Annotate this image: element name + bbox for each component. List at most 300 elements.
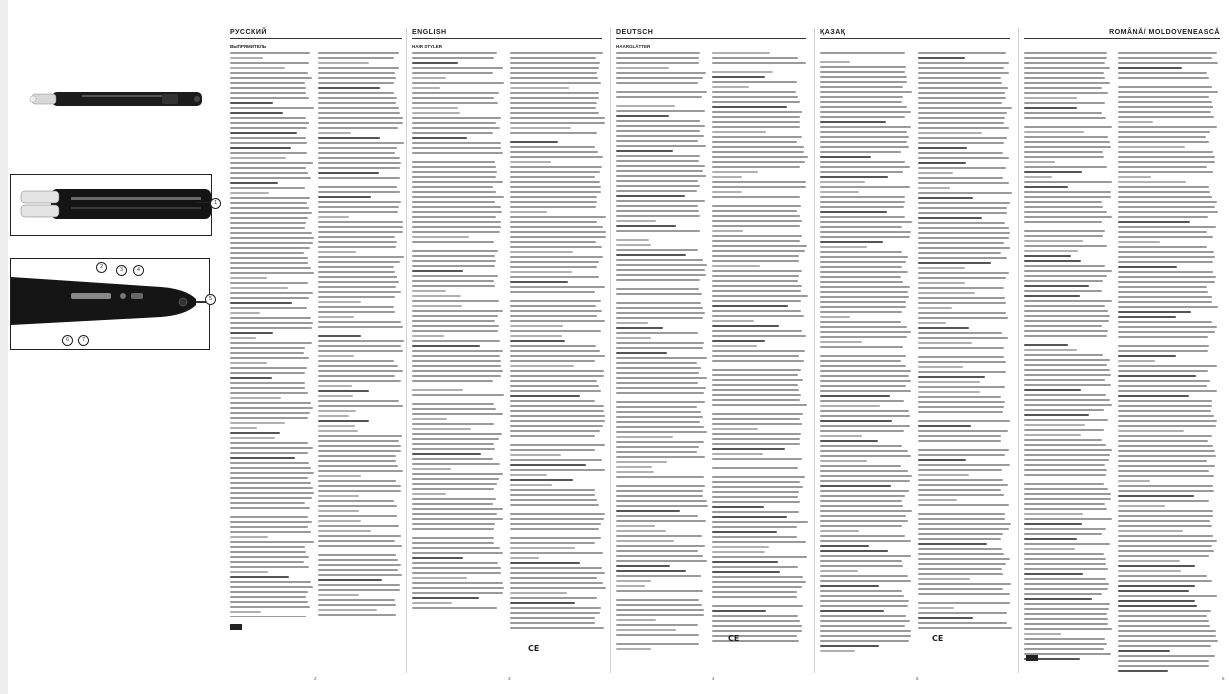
text-line bbox=[918, 202, 1010, 204]
text-line bbox=[510, 592, 567, 594]
text-line bbox=[1024, 488, 1108, 490]
text-line bbox=[1118, 256, 1215, 258]
text-line bbox=[1118, 62, 1218, 64]
text-line bbox=[230, 362, 267, 364]
text-line bbox=[712, 136, 802, 138]
text-line bbox=[918, 327, 969, 329]
text-line bbox=[712, 620, 800, 622]
text-line bbox=[1024, 280, 1103, 282]
text-line bbox=[318, 574, 402, 576]
text-line bbox=[1118, 191, 1210, 193]
text-line bbox=[820, 475, 912, 477]
text-line bbox=[820, 405, 880, 407]
text-line bbox=[712, 581, 806, 583]
text-line bbox=[412, 403, 494, 405]
text-line bbox=[820, 485, 891, 487]
text-column-ro-2 bbox=[1118, 52, 1218, 672]
text-line bbox=[412, 453, 481, 455]
text-line bbox=[318, 395, 353, 397]
text-line bbox=[820, 301, 906, 303]
text-line bbox=[918, 602, 1010, 604]
ce-mark-kk: CE bbox=[932, 634, 944, 643]
text-line bbox=[820, 635, 911, 637]
text-line bbox=[412, 241, 494, 243]
text-line bbox=[1024, 379, 1105, 381]
text-line bbox=[230, 516, 308, 518]
text-line bbox=[412, 72, 493, 74]
text-line bbox=[1024, 295, 1080, 297]
text-line bbox=[918, 553, 1004, 555]
text-line bbox=[616, 190, 697, 192]
text-line bbox=[616, 545, 705, 547]
text-line bbox=[230, 591, 308, 593]
text-line bbox=[616, 52, 700, 54]
text-line bbox=[712, 57, 798, 59]
text-line bbox=[510, 375, 604, 377]
text-line bbox=[1024, 414, 1089, 416]
text-line bbox=[918, 371, 1006, 373]
text-line bbox=[616, 426, 704, 428]
text-line bbox=[510, 542, 595, 544]
text-line bbox=[230, 242, 313, 244]
text-line bbox=[412, 260, 496, 262]
text-line bbox=[412, 310, 503, 312]
text-line bbox=[712, 325, 779, 327]
text-line bbox=[616, 62, 699, 64]
text-line bbox=[820, 281, 903, 283]
text-line bbox=[820, 276, 901, 278]
text-line bbox=[918, 459, 966, 461]
text-line bbox=[1024, 67, 1110, 69]
text-line bbox=[616, 205, 698, 207]
column-divider bbox=[814, 28, 815, 673]
text-line bbox=[616, 406, 697, 408]
text-line bbox=[918, 117, 1005, 119]
text-line bbox=[318, 380, 401, 382]
text-line bbox=[1118, 111, 1211, 113]
text-line bbox=[318, 445, 401, 447]
text-line bbox=[918, 52, 1006, 54]
text-line bbox=[1118, 495, 1194, 497]
text-line bbox=[318, 226, 403, 228]
text-line bbox=[510, 627, 604, 629]
text-line bbox=[1024, 399, 1110, 401]
text-line bbox=[820, 565, 903, 567]
text-line bbox=[412, 211, 502, 213]
text-line bbox=[820, 121, 886, 123]
text-line bbox=[616, 293, 702, 295]
text-line bbox=[616, 555, 703, 557]
header-de-title: DEUTSCH bbox=[616, 29, 654, 36]
text-line bbox=[1024, 196, 1111, 198]
text-line bbox=[230, 417, 308, 419]
header-en bbox=[412, 28, 602, 39]
text-line bbox=[918, 469, 1002, 471]
text-line bbox=[318, 535, 401, 537]
text-line bbox=[510, 523, 601, 525]
text-line bbox=[1024, 240, 1083, 242]
text-line bbox=[510, 67, 599, 69]
text-line bbox=[230, 247, 310, 249]
text-line bbox=[230, 392, 308, 394]
text-line bbox=[510, 479, 573, 481]
text-line bbox=[616, 322, 648, 324]
text-line bbox=[918, 558, 1010, 560]
text-line bbox=[1024, 434, 1081, 436]
text-line bbox=[820, 490, 909, 492]
header-kk-title: ҚАЗАҚ bbox=[820, 29, 846, 36]
text-line bbox=[318, 520, 361, 522]
text-line bbox=[712, 62, 806, 64]
text-line bbox=[918, 617, 973, 619]
text-line bbox=[1024, 608, 1109, 610]
text-line bbox=[712, 413, 803, 415]
text-line bbox=[616, 609, 704, 611]
text-line bbox=[820, 370, 911, 372]
text-line bbox=[230, 606, 310, 608]
text-line bbox=[230, 262, 308, 264]
text-line bbox=[510, 191, 601, 193]
text-line bbox=[616, 244, 651, 246]
text-line bbox=[230, 272, 314, 274]
text-line bbox=[318, 579, 382, 581]
text-line bbox=[820, 261, 906, 263]
text-line bbox=[918, 332, 1002, 334]
text-line bbox=[1024, 171, 1082, 173]
text-line bbox=[318, 410, 356, 412]
text-line bbox=[616, 279, 700, 281]
text-line bbox=[1024, 161, 1055, 163]
text-line bbox=[1024, 518, 1112, 520]
text-line bbox=[412, 423, 494, 425]
text-line bbox=[820, 420, 892, 422]
text-line bbox=[1118, 490, 1214, 492]
text-line bbox=[412, 196, 504, 198]
text-line bbox=[318, 162, 401, 164]
text-line bbox=[616, 327, 663, 329]
text-line bbox=[510, 132, 597, 134]
text-line bbox=[412, 473, 503, 475]
text-line bbox=[318, 107, 399, 109]
text-line bbox=[1118, 500, 1209, 502]
text-line bbox=[712, 516, 787, 518]
text-line bbox=[918, 627, 1012, 629]
text-line bbox=[918, 479, 1003, 481]
text-line bbox=[230, 357, 309, 359]
text-line bbox=[918, 381, 980, 383]
text-line bbox=[318, 271, 395, 273]
text-line bbox=[820, 525, 902, 527]
text-line bbox=[412, 231, 500, 233]
text-line bbox=[1024, 131, 1084, 133]
styler-controls-illustration bbox=[11, 259, 209, 349]
text-line bbox=[918, 177, 1003, 179]
text-line bbox=[510, 266, 597, 268]
text-line bbox=[412, 547, 500, 549]
text-line bbox=[230, 277, 267, 279]
text-line bbox=[820, 61, 850, 63]
text-line bbox=[820, 580, 911, 582]
text-line bbox=[230, 87, 306, 89]
text-line bbox=[510, 77, 598, 79]
text-line bbox=[918, 82, 1002, 84]
text-line bbox=[1024, 603, 1110, 605]
text-line bbox=[412, 413, 503, 415]
text-line bbox=[918, 578, 970, 580]
text-line bbox=[918, 212, 1007, 214]
text-line bbox=[1118, 585, 1195, 587]
text-line bbox=[1024, 344, 1068, 346]
text-line bbox=[412, 567, 501, 569]
text-line bbox=[1118, 370, 1208, 372]
text-line bbox=[1118, 445, 1213, 447]
text-line bbox=[820, 126, 911, 128]
text-line bbox=[230, 397, 281, 399]
text-line bbox=[230, 551, 306, 553]
text-line bbox=[616, 352, 667, 354]
text-line bbox=[1118, 385, 1207, 387]
text-line bbox=[616, 436, 673, 438]
text-line bbox=[712, 86, 749, 88]
text-line bbox=[616, 155, 700, 157]
text-line bbox=[1024, 483, 1104, 485]
text-line bbox=[1118, 251, 1214, 253]
text-line bbox=[1118, 420, 1217, 422]
text-line bbox=[616, 57, 699, 59]
text-line bbox=[1118, 645, 1211, 647]
text-line bbox=[616, 185, 700, 187]
text-line bbox=[318, 465, 398, 467]
text-line bbox=[1118, 241, 1160, 243]
text-line bbox=[1024, 424, 1085, 426]
text-line bbox=[712, 81, 797, 83]
text-line bbox=[1118, 196, 1212, 198]
text-line bbox=[918, 494, 1004, 496]
text-line bbox=[616, 372, 699, 374]
text-line bbox=[616, 580, 651, 582]
text-line bbox=[1118, 360, 1155, 362]
text-line bbox=[1024, 186, 1068, 188]
text-line bbox=[318, 500, 394, 502]
text-line bbox=[1118, 635, 1216, 637]
text-line bbox=[510, 206, 596, 208]
text-line bbox=[230, 422, 285, 424]
text-line bbox=[230, 197, 310, 199]
text-line bbox=[412, 562, 498, 564]
text-line bbox=[820, 605, 908, 607]
text-line bbox=[230, 187, 305, 189]
text-line bbox=[318, 599, 395, 601]
text-line bbox=[318, 480, 396, 482]
text-line bbox=[616, 264, 707, 266]
text-line bbox=[318, 515, 397, 517]
text-line bbox=[412, 62, 458, 64]
text-line bbox=[616, 540, 674, 542]
text-line bbox=[616, 67, 669, 69]
text-line bbox=[1118, 296, 1212, 298]
text-line bbox=[1118, 221, 1190, 223]
text-line bbox=[230, 407, 313, 409]
text-line bbox=[412, 557, 463, 559]
text-line bbox=[510, 435, 595, 437]
text-line bbox=[712, 467, 798, 469]
text-line bbox=[230, 467, 311, 469]
text-line bbox=[712, 360, 804, 362]
text-line bbox=[712, 423, 802, 425]
text-line bbox=[318, 92, 394, 94]
text-line bbox=[712, 116, 800, 118]
text-line bbox=[412, 448, 495, 450]
text-line bbox=[1024, 633, 1061, 635]
text-line bbox=[918, 142, 1004, 144]
text-line bbox=[918, 77, 1001, 79]
text-line bbox=[230, 601, 308, 603]
text-line bbox=[230, 337, 256, 339]
text-line bbox=[918, 568, 1002, 570]
text-line bbox=[412, 191, 496, 193]
text-line bbox=[820, 435, 862, 437]
text-line bbox=[230, 167, 306, 169]
text-line bbox=[1024, 444, 1106, 446]
text-line bbox=[712, 191, 742, 193]
text-line bbox=[1118, 136, 1206, 138]
text-line bbox=[1024, 638, 1105, 640]
text-column-de-2 bbox=[712, 52, 808, 642]
text-line bbox=[412, 201, 495, 203]
text-line bbox=[820, 425, 910, 427]
text-line bbox=[510, 241, 596, 243]
text-line bbox=[1024, 429, 1104, 431]
text-line bbox=[820, 101, 902, 103]
text-column-ro-1 bbox=[1024, 52, 1112, 662]
text-line bbox=[712, 605, 803, 607]
text-line bbox=[712, 394, 801, 396]
text-line bbox=[412, 87, 440, 89]
text-line bbox=[1024, 578, 1106, 580]
text-line bbox=[318, 191, 400, 193]
page-number: 5 bbox=[916, 676, 919, 681]
text-line bbox=[230, 502, 305, 504]
text-line bbox=[318, 52, 399, 54]
text-line bbox=[712, 350, 805, 352]
text-line bbox=[918, 62, 1009, 64]
page-edge-strip bbox=[0, 0, 8, 694]
text-line bbox=[412, 438, 499, 440]
text-line bbox=[820, 236, 910, 238]
text-line bbox=[412, 102, 498, 104]
text-line bbox=[712, 438, 800, 440]
callout-7: 7 bbox=[78, 335, 89, 346]
text-line bbox=[318, 594, 359, 596]
text-line bbox=[1024, 548, 1075, 550]
text-line bbox=[616, 145, 706, 147]
text-line bbox=[230, 576, 289, 578]
text-line bbox=[318, 569, 398, 571]
text-line bbox=[616, 312, 705, 314]
text-line bbox=[1024, 176, 1052, 178]
text-line bbox=[1118, 186, 1209, 188]
text-line bbox=[712, 210, 797, 212]
text-line bbox=[820, 171, 903, 173]
text-line bbox=[510, 400, 595, 402]
text-line bbox=[712, 156, 808, 158]
text-line bbox=[1118, 540, 1217, 542]
text-line bbox=[1024, 87, 1102, 89]
text-line bbox=[412, 355, 500, 357]
text-line bbox=[820, 286, 910, 288]
text-line bbox=[318, 370, 403, 372]
text-line bbox=[820, 106, 907, 108]
text-line bbox=[230, 492, 314, 494]
text-line bbox=[820, 196, 905, 198]
text-line bbox=[318, 196, 371, 198]
text-line bbox=[510, 300, 601, 302]
text-line bbox=[712, 245, 807, 247]
text-line bbox=[820, 585, 879, 587]
text-line bbox=[918, 489, 1001, 491]
text-line bbox=[318, 246, 396, 248]
text-line bbox=[820, 231, 911, 233]
header-ro-title: ROMÂNĂ/ MOLDOVENEASCĂ bbox=[1109, 29, 1220, 36]
text-line bbox=[318, 137, 380, 139]
text-line bbox=[820, 455, 911, 457]
text-line bbox=[412, 137, 467, 139]
text-line bbox=[820, 141, 907, 143]
text-line bbox=[1024, 419, 1108, 421]
text-line bbox=[712, 453, 763, 455]
text-line bbox=[318, 326, 403, 328]
text-line bbox=[820, 296, 909, 298]
text-line bbox=[616, 230, 700, 232]
text-line bbox=[616, 220, 656, 222]
text-line bbox=[510, 562, 580, 564]
text-line bbox=[510, 547, 575, 549]
text-line bbox=[820, 331, 911, 333]
text-line bbox=[616, 431, 707, 433]
text-line bbox=[918, 257, 1007, 259]
text-line bbox=[230, 102, 273, 104]
text-line bbox=[918, 361, 1006, 363]
text-line bbox=[412, 370, 503, 372]
text-line bbox=[318, 201, 401, 203]
text-line bbox=[918, 132, 982, 134]
text-line bbox=[412, 335, 444, 337]
text-line bbox=[820, 410, 909, 412]
page-number: 4 bbox=[712, 676, 715, 681]
text-line bbox=[712, 280, 798, 282]
text-line bbox=[712, 220, 802, 222]
subtitle-ru: ВЫПРЯМИТЕЛЬ bbox=[230, 44, 267, 49]
text-line bbox=[918, 277, 1006, 279]
text-line bbox=[1024, 92, 1108, 94]
text-line bbox=[820, 316, 850, 318]
text-line bbox=[1118, 321, 1212, 323]
text-line bbox=[1024, 107, 1077, 109]
text-line bbox=[510, 528, 599, 530]
callout-1: 1 bbox=[210, 198, 221, 209]
text-line bbox=[820, 271, 908, 273]
text-line bbox=[1118, 146, 1185, 148]
text-line bbox=[318, 589, 400, 591]
text-line bbox=[1024, 335, 1107, 337]
styler-plates-illustration bbox=[11, 175, 211, 235]
logo-badge bbox=[1026, 655, 1038, 661]
text-line bbox=[1024, 275, 1107, 277]
text-line bbox=[1118, 580, 1212, 582]
text-line bbox=[412, 107, 458, 109]
text-line bbox=[230, 452, 308, 454]
text-line bbox=[616, 357, 707, 359]
